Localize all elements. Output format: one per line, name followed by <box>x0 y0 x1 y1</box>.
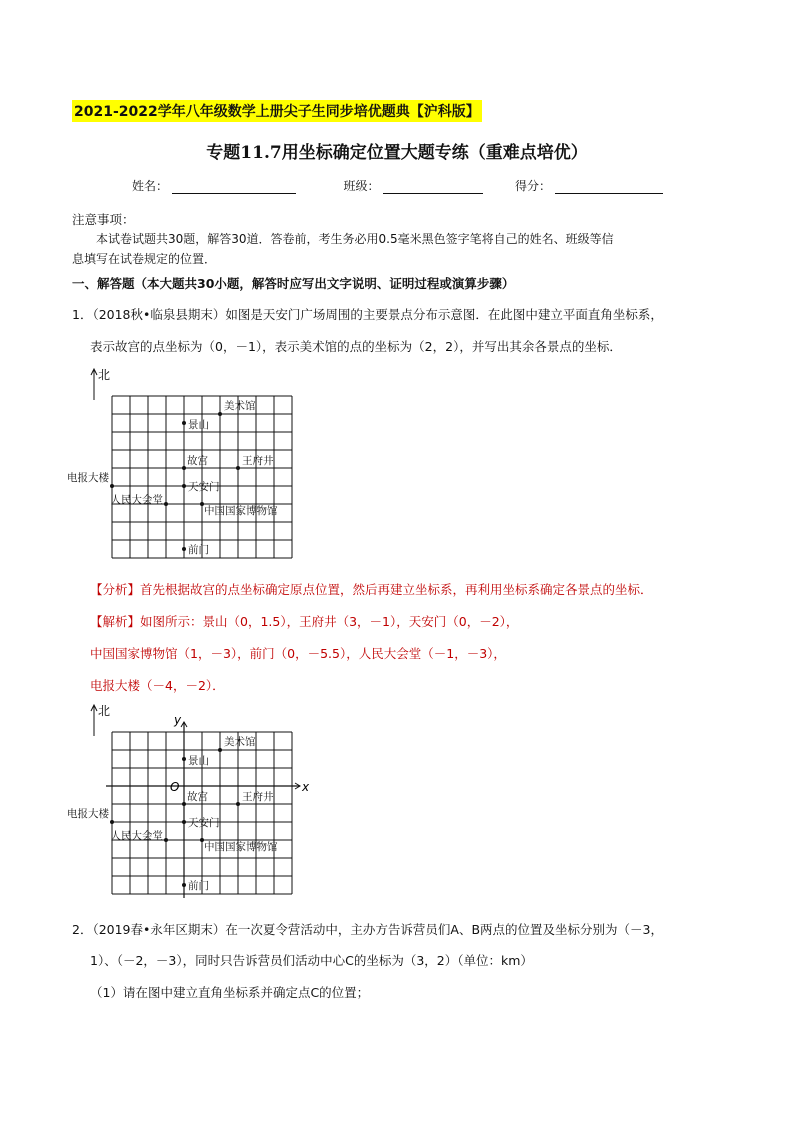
place-label-tiananmen: 天安门 <box>188 817 220 829</box>
place-label-renmin: 人民大会堂 <box>110 494 163 506</box>
place-dot-jingshan <box>182 757 186 761</box>
q2-line-2: 1）、（－2，－3），同时只告诉营员们活动中心C的坐标为（3，2）（单位：km） <box>90 953 533 968</box>
score-field[interactable] <box>555 179 663 194</box>
place-label-wangfujing: 王府井 <box>242 455 274 467</box>
place-dot-meishuguan <box>218 748 222 752</box>
solution-line-1 <box>90 612 518 630</box>
solution-tag: 【解析】 <box>90 614 141 629</box>
class-label: 班级： <box>343 179 380 193</box>
place-dot-wangfujing <box>236 802 240 806</box>
series-banner: 2021-2022学年八年级数学上册尖子生同步培优题典【沪科版】 <box>72 100 482 122</box>
map-figure-2 <box>67 698 328 898</box>
name-label: 姓名： <box>132 179 169 193</box>
place-dot-gugong <box>182 466 186 470</box>
place-dot-tiananmen <box>182 820 186 824</box>
place-label-qianmen: 前门 <box>188 880 209 892</box>
place-label-qianmen: 前门 <box>188 544 209 556</box>
q1-line-1: 1．（2018秋•临泉县期末）如图是天安门广场周围的主要景点分布示意图．在此图中建立平面直角坐标系， <box>72 307 663 322</box>
place-label-dianbao: 电报大楼 <box>67 472 109 484</box>
place-dot-dianbao <box>110 820 114 824</box>
place-dot-gugong <box>182 802 186 806</box>
place-label-wangfujing: 王府井 <box>242 791 274 803</box>
student-info-row <box>132 177 663 194</box>
place-label-renmin: 人民大会堂 <box>110 830 163 842</box>
notice-heading: 注意事项： <box>72 212 135 227</box>
page-title: 专题11.7用坐标确定位置大题专练（重难点培优） <box>206 143 588 163</box>
class-field[interactable] <box>383 179 483 194</box>
map-figure-1 <box>67 362 318 562</box>
place-label-dianbao: 电报大楼 <box>67 808 109 820</box>
name-field[interactable] <box>172 179 296 194</box>
notice-line-2: 息填写在试卷规定的位置． <box>72 252 217 266</box>
place-label-meishuguan: 美术馆 <box>224 736 256 748</box>
place-dot-renmin <box>164 502 168 506</box>
place-label-jingshan: 景山 <box>188 419 209 431</box>
place-dot-renmin <box>164 838 168 842</box>
place-label-tiananmen: 天安门 <box>188 481 220 493</box>
notice-line-1: 本试卷试题共30题，解答30道．答卷前，考生务必用0.5毫米黑色签字笔将自己的姓名、班级等信 <box>96 232 614 246</box>
q1-line-2: 表示故宫的点坐标为（0，－1），表示美术馆的点的坐标为（2，2），并写出其余各景点的坐标． <box>90 339 622 354</box>
q2-line-1: 2．（2019春•永年区期末）在一次夏令营活动中，主办方告诉营员们A、B两点的位置及坐标分别为（－3， <box>72 922 663 937</box>
solution-text-1: 如图所示：景山（0，1.5），王府井（3，－1），天安门（0，－2）， <box>140 614 519 629</box>
places-layer <box>67 735 278 892</box>
place-label-jingshan: 景山 <box>188 755 209 767</box>
analysis-tag: 【分析】 <box>90 582 141 597</box>
analysis-paragraph <box>90 580 653 598</box>
place-dot-qianmen <box>182 883 186 887</box>
place-label-meishuguan: 美术馆 <box>224 400 256 412</box>
score-label: 得分： <box>515 179 552 193</box>
place-dot-wangfujing <box>236 466 240 470</box>
solution-line-2: 中国国家博物馆（1，－3），前门（0，－5.5），人民大会堂（－1，－3）， <box>90 646 506 661</box>
y-axis-label: y <box>174 713 182 727</box>
north-label: 北 <box>98 368 111 382</box>
analysis-text: 首先根据故宫的点坐标确定原点位置，然后再建立坐标系，再利用坐标系确定各景点的坐标． <box>140 582 653 597</box>
x-axis-label: x <box>302 780 310 794</box>
section-heading: 一、解答题（本大题共30小题，解答时应写出文字说明、证明过程或演算步骤） <box>72 276 515 291</box>
place-dot-tiananmen <box>182 484 186 488</box>
place-dot-qianmen <box>182 547 186 551</box>
place-label-bowuguan: 中国国家博物馆 <box>204 841 278 853</box>
place-dot-dianbao <box>110 484 114 488</box>
place-dot-jingshan <box>182 421 186 425</box>
axes <box>106 713 310 898</box>
place-label-bowuguan: 中国国家博物馆 <box>204 505 278 517</box>
q2-line-3: （1）请在图中建立直角坐标系并确定点C的位置； <box>90 985 370 1000</box>
north-label: 北 <box>98 704 111 718</box>
place-label-gugong: 故宫 <box>187 455 208 467</box>
places-layer <box>67 399 278 556</box>
solution-line-3: 电报大楼（－4，－2）． <box>90 678 225 693</box>
origin-label: O <box>170 780 180 794</box>
place-label-gugong: 故宫 <box>187 791 208 803</box>
place-dot-meishuguan <box>218 412 222 416</box>
